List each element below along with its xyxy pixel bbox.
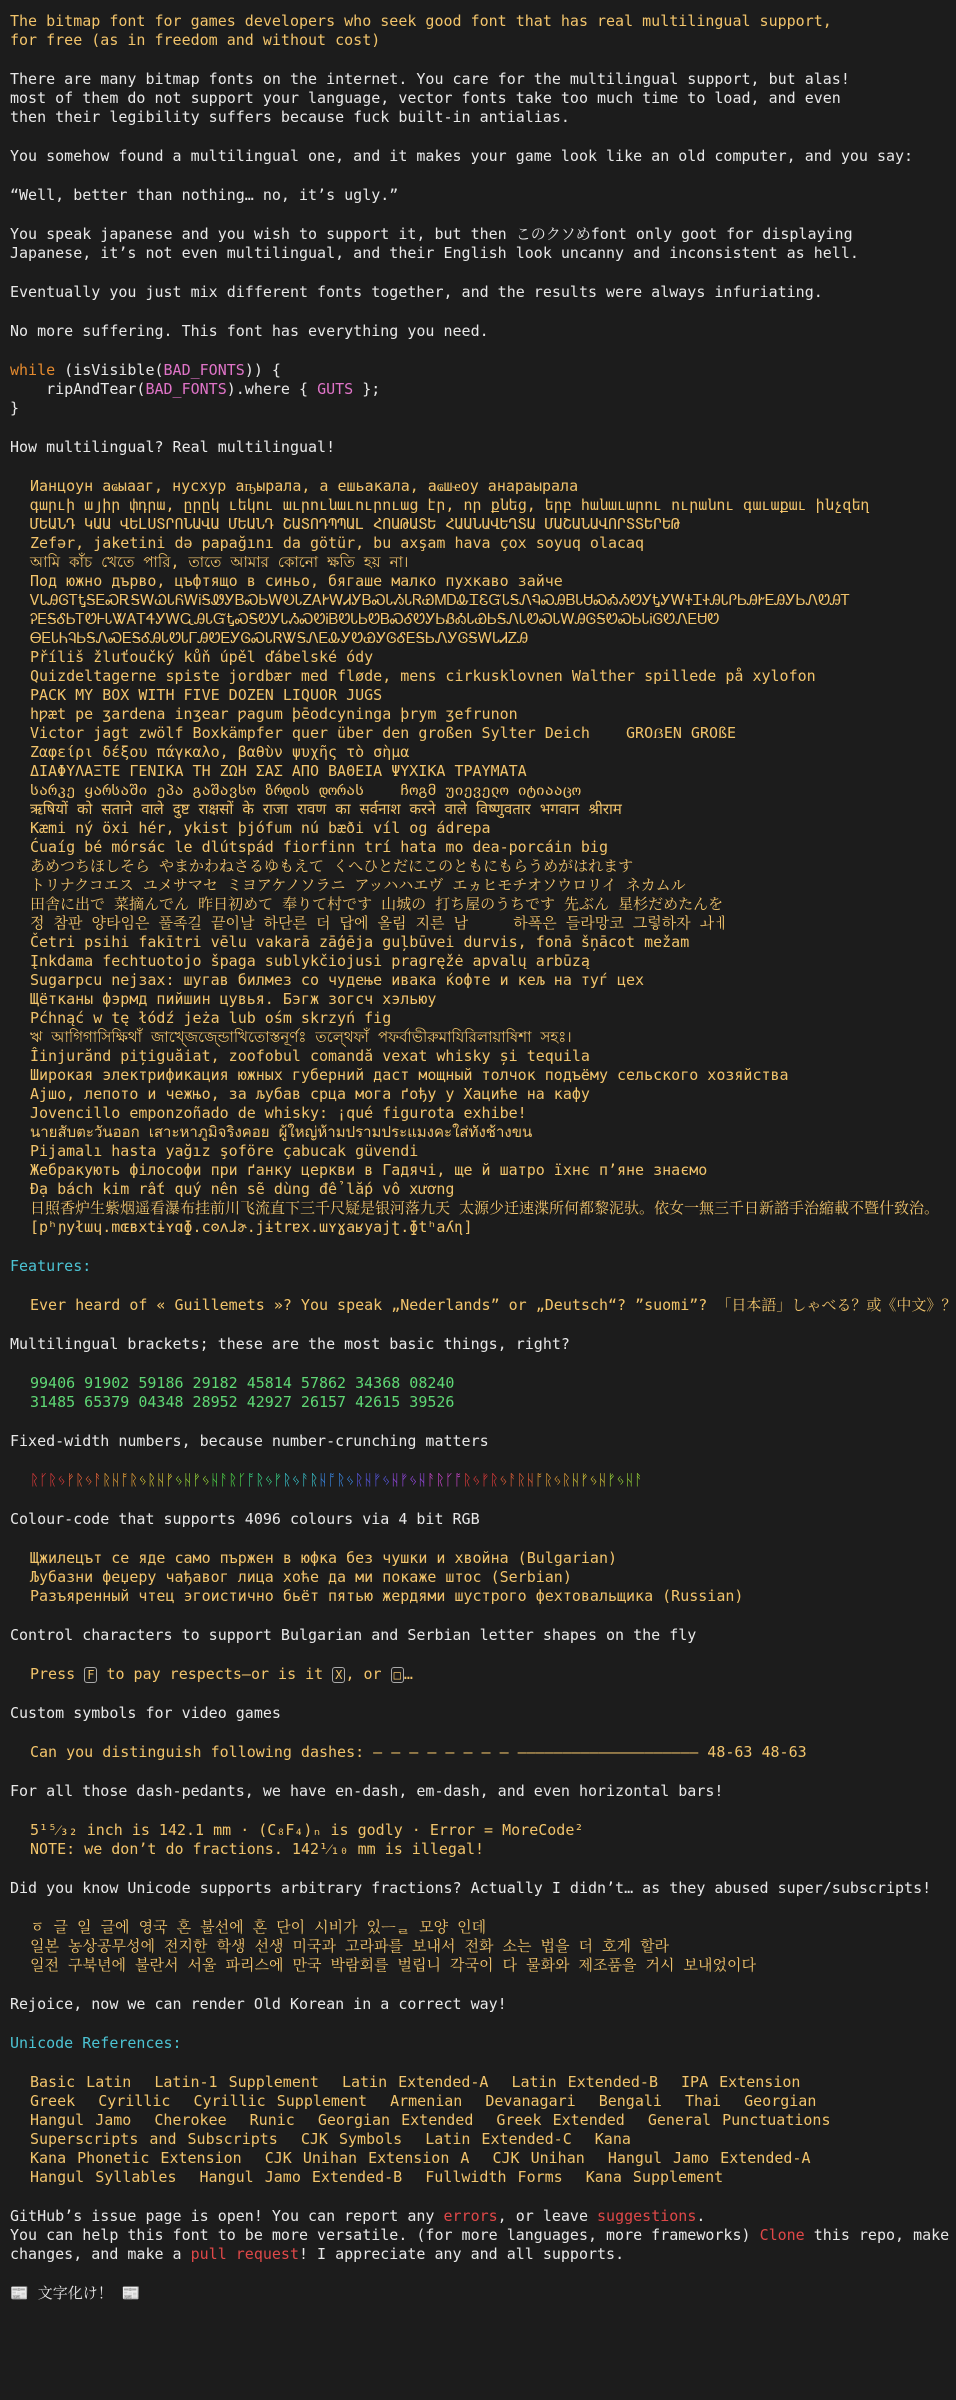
rainbow-glyph: ᚺ <box>318 1471 328 1489</box>
pangram-line: Jovencillo emponzoñado de whisky: ¡qué figurota exhibe! <box>30 1104 527 1122</box>
rainbow-glyph: ᚩ <box>534 1471 544 1489</box>
rainbow-glyph: ᛃ <box>616 1471 626 1489</box>
footer-text: changes, and make a <box>10 2245 191 2263</box>
serbian-line: Љубазни феџеру чађавог лица хоће да ми покаже штос (Serbian) <box>30 1568 572 1586</box>
intro-p6: No more suffering. This font has everything you need. <box>10 322 489 340</box>
reference-item: General Punctuations <box>647 2111 831 2129</box>
pangram-line: Ζαφείρι δέξου πάγκαλο, βαθὺν ψυχῆς τὸ σὴμα <box>30 743 410 761</box>
reference-item: Bengali <box>598 2092 662 2110</box>
rainbow-glyph: ᚴ <box>237 1471 247 1489</box>
rainbow-glyph: ᚨ <box>219 1471 229 1489</box>
pedants-line: For all those dash-pedants, we have en-dash, em-dash, and even horizontal bars! <box>10 1782 724 1800</box>
reference-item: Superscripts and Subscripts <box>30 2130 278 2148</box>
press-text: Press <box>30 1665 85 1683</box>
rainbow-glyph: ᚠ <box>607 1471 617 1489</box>
rainbow-glyph: ᚱ <box>129 1471 139 1489</box>
rainbow-glyph: ᚺ <box>625 1471 635 1489</box>
references-list <box>10 2073 864 2187</box>
rainbow-glyph: ᛃ <box>291 1471 301 1489</box>
rainbow-glyph: ᚱ <box>543 1471 553 1489</box>
intro-p3: “Well, better than nothing… no, it’s ugly.” <box>10 186 399 204</box>
rainbow-glyph: ᚩ <box>327 1471 337 1489</box>
pangram-line: Příliš žluťoučký kůň úpěl ďábelské ódy <box>30 648 374 666</box>
reference-item: Kana <box>594 2130 631 2148</box>
closing-line <box>10 2284 864 2303</box>
numbers-line-2: 31485 65379 04348 28952 42927 26157 42615 39526 <box>30 1393 455 1411</box>
key-f-icon: F <box>84 1667 97 1683</box>
rainbow-glyph: ᚺ <box>210 1471 220 1489</box>
code-keyword: while <box>10 361 56 379</box>
rainbow-glyph: ᚺ <box>525 1471 535 1489</box>
footer-line-3 <box>10 2245 864 2264</box>
reference-item: Runic <box>249 2111 295 2129</box>
pangram-line: PACK MY BOX WITH FIVE DOZEN LIQUOR JUGS <box>30 686 383 704</box>
fractions-line: Did you know Unicode supports arbitrary fractions? Actually I didn’t… as they abused super/subscripts! <box>10 1879 932 1897</box>
rainbow-glyph: ᛃ <box>408 1471 418 1489</box>
footer-line-2 <box>10 2226 950 2245</box>
rainbow-glyph: ᚱ <box>30 1471 40 1489</box>
rainbow-glyph: ᛃ <box>498 1471 508 1489</box>
code-end: }; <box>353 380 381 398</box>
rainbow-glyph: ᚠ <box>273 1471 283 1489</box>
pangram-line: Kæmi ný öxi hér, ykist þjófum nú bæði víl og ádrepa <box>30 819 491 837</box>
rainbow-glyph: ᚱ <box>255 1471 265 1489</box>
pangram-line: Жебракують філософи при ґанку церкви в Гадячі, ще й шатро їхнє п’яне знаємо <box>30 1161 708 1179</box>
rainbow-glyph: ᛃ <box>588 1471 598 1489</box>
references-heading: Unicode References: <box>10 2034 182 2052</box>
pangram-line: トリナクコエス ユメサマセ ミヨアケノソラニ アッハハエヴ エヵヒモチオソウロリイ ネカムル <box>30 876 686 894</box>
pangram-line: Под южно дърво, цъфтящо в синьо, бягаше малко пухкаво зайче <box>30 572 563 590</box>
reference-item: CJK Unihan Extension A <box>264 2149 470 2167</box>
math-line-2: NOTE: we don’t do fractions. 142¹⁄₁₀ mm is illegal! <box>30 1840 485 1858</box>
korean-line-1: ㆆ 글 일 글에 영국 혼 불선에 혼 단이 시비가 있ᅳᆯ 모양 인데 <box>30 1918 487 1936</box>
intro-p1-2: most of them do not support your language, vector fonts take too much time to load, and even <box>10 89 841 107</box>
reference-item: Armenian <box>390 2092 463 2110</box>
pangram-line: Pćhnąć w tę łódź jeża lub ośm skrzyń fig <box>30 1009 392 1027</box>
reference-item: Georgian <box>744 2092 817 2110</box>
pangram-line: գարւի այիր փդրա, ըրըկ ւեկու աւրունաւուրուաց էր, որ քնեց, երբ հանաւարու ուրանու գաւաքաւ ինչզեղ <box>30 496 870 514</box>
rainbow-glyph: ᚠ <box>399 1471 409 1489</box>
rainbow-glyph: ᚨ <box>507 1471 517 1489</box>
pangram-line: Victor jagt zwölf Boxkämpfer quer über den großen Sylter Deich GROẞEN GROßE <box>30 724 737 742</box>
pangram-line: [pʰɲyłɯɥ.mɶʙxtɨʏɑɸ.cʘʌɺɚ.jɨtrɐx.ɯʏɣaʁyajʈ.ɸtʰaʎɳ] <box>30 1218 473 1236</box>
pangram-line: სარკე ყარსაში ეპა გაშავსო ზრდის დორას ჩოგმ უიეველო იტიააცო <box>30 781 581 799</box>
rainbow-glyph: ᚠ <box>165 1471 175 1489</box>
control-heading: Control characters to support Bulgarian and Serbian letter shapes on the fly <box>10 1626 697 1644</box>
reference-item: Thai <box>684 2092 722 2110</box>
pangram-line: Sugarpcu neјзах: шугав билмез со чудење ивака ќофте и кељ на туѓ цех <box>30 971 645 989</box>
rainbow-glyph: ᛃ <box>552 1471 562 1489</box>
fixed-width-heading: Fixed-width numbers, because number-crunching matters <box>10 1432 489 1450</box>
rainbow-glyph: ᚺ <box>111 1471 121 1489</box>
multilingual-heading: How multilingual? Real multilingual! <box>10 438 336 456</box>
colour-heading: Colour-code that supports 4096 colours via 4 bit RGB <box>10 1510 480 1528</box>
footer-text: GitHub’s issue page is open! You can report any <box>10 2207 444 2225</box>
pangram-line: 정 참판 양타임은 풀족길 끝이날 하단른 더 답에 올림 지른 남 하폭은 들라망코 그렇하자 ㅘㅔ <box>30 914 729 932</box>
brackets-heading: Multilingual brackets; these are the most basic things, right? <box>10 1335 570 1353</box>
code-arg: BAD_FONTS <box>145 380 227 398</box>
pangram-line: ऋषियों को सताने वाले दुष्ट राक्षसों के राजा रावण का सर्वनाश करने वाले विष्णुवतार भगवान श्रीराम <box>30 800 622 818</box>
rainbow-glyph: ᛃ <box>264 1471 274 1489</box>
newspaper-icon: 📰 <box>10 2284 29 2302</box>
rainbow-glyph: ᚩ <box>453 1471 463 1489</box>
custom-symbols-heading: Custom symbols for video games <box>10 1704 281 1722</box>
press-text: to pay respects—or is it <box>97 1665 333 1683</box>
rainbow-glyph: ᚺ <box>183 1471 193 1489</box>
features-heading: Features: <box>10 1257 92 1275</box>
reference-item: Latin-1 Supplement <box>154 2073 319 2091</box>
pangram-line: ՄԵԱՆԴ ԿԱԱ ՎԵԼՍՏՐՈՆԱՎԱ ՄԵԱՆԴ ՇԱՏՈԴՊՊԱԼ ՀՈԱԹԱՏԵ ՀԱԱՆԱՎԵՂՏԱ ՄԱՇԱՆԱՎՈՐՏՏԵՐԵԹ <box>30 515 681 533</box>
rainbow-glyph: ᚺ <box>570 1471 580 1489</box>
rainbow-glyph: ᚠ <box>372 1471 382 1489</box>
reference-item: Hangul Syllables <box>30 2168 177 2186</box>
rainbow-glyph: ᚺ <box>390 1471 400 1489</box>
reference-item: Latin Extended-B <box>511 2073 658 2091</box>
rainbow-glyph: ᛃ <box>174 1471 184 1489</box>
reference-item: Kana Phonetic Extension <box>30 2149 242 2167</box>
rainbow-glyph: ᚱ <box>462 1471 472 1489</box>
rainbow-glyph: ᛃ <box>84 1471 94 1489</box>
code-guts: GUTS <box>317 380 354 398</box>
pangram-line: ᎮᎬᎦᎴᏏᎢᏬᎰᏓᏔᎪᎢᏎᎩᎳᏩᎯᏓᏳᎿᏍᎦᏬᎩᏓᏱᏍᏬᎥᏴᏬᏓᏏᏬᏴᏍᎴᏬᎩᏏᏰᎣᏓᏯᏏᎦᏁᏓᏬᏍᏓᎳᎯᎶᎦᏬᏍᏏᏓᎥᎶᏬᏁᎬᏌᏬ <box>30 610 720 628</box>
russian-line: Разъяренный чтец эгоистично бьёт пятью жердями шустрого фехтовальщика (Russian) <box>30 1587 744 1605</box>
rainbow-glyph: ᚨ <box>426 1471 436 1489</box>
rainbow-glyph: ᚱ <box>282 1471 292 1489</box>
rainbow-glyph: ᛃ <box>381 1471 391 1489</box>
intro-line-2: for free (as in freedom and without cost) <box>10 31 381 49</box>
rainbow-glyph: ᚱ <box>102 1471 112 1489</box>
footer-text: You can help this font to be more versatile. (for more languages, more frameworks) <box>10 2226 760 2244</box>
reference-item: Hangul Jamo Extended-A <box>607 2149 811 2167</box>
intro-line-1: The bitmap font for games developers who seek good font that has real multilingual support, <box>10 12 832 30</box>
pangram-line: Zefər, jaketini də papağını da götür, bu axşam hava çox soyuq olacaq <box>30 534 645 552</box>
rainbow-glyph: ᚺ <box>363 1471 373 1489</box>
code-close: )) { <box>244 361 281 379</box>
pangram-line: Îinjurănd pițiguăiat, zoofobul comandă vexat whisky și tequila <box>30 1047 590 1065</box>
rainbow-glyph: ᚱ <box>48 1471 58 1489</box>
rainbow-glyph: ᛃ <box>345 1471 355 1489</box>
suggestions-link[interactable]: suggestions <box>597 2207 697 2225</box>
pangram-line: hƿæt pe ʒardena inʒear ƿagum þēodcyninga þrym ʒefrunon <box>30 705 518 723</box>
math-line-1: 5¹⁵⁄₃₂ inch is 142.1 mm · (C₈F₄)ₙ is godly · Error = MoreCode² <box>30 1821 584 1839</box>
pangram-line: 田舎に出で 菜摘んでん 昨日初めて 奉りて村です 山城の 打ち屋のうちです 先ぶん 星杉だめたんを <box>30 895 724 913</box>
key-square-icon: □ <box>391 1667 404 1683</box>
rainbow-glyph: ᛃ <box>201 1471 211 1489</box>
rainbow-glyph: ᚱ <box>336 1471 346 1489</box>
footer-text: this repo, make <box>804 2226 950 2244</box>
pull-request-link[interactable]: pull request <box>190 2245 299 2263</box>
code-block <box>10 361 864 418</box>
rainbow-glyph: ᚴ <box>39 1471 49 1489</box>
rainbow-glyph: ᚴ <box>444 1471 454 1489</box>
reference-item: IPA Extension <box>681 2073 801 2091</box>
press-text: , or <box>345 1665 391 1683</box>
dashes-line: Can you distinguish following dashes: ‒ ‒ ‒ ‒ ‒ ‒ ‒ ‒ –––––––———————―――――― 48-63 48-63 <box>30 1743 807 1761</box>
press-text: … <box>403 1665 413 1683</box>
reference-item: CJK Unihan <box>492 2149 585 2167</box>
rainbow-glyph: ᚨ <box>300 1471 310 1489</box>
intro-p1-1: There are many bitmap fonts on the internet. You care for the multilingual support, but alas! <box>10 70 850 88</box>
pangram-line: Ćuaíg bé mórsác le dlútspád fiorfinn trí hata mo dea-porcáin big <box>30 838 608 856</box>
rainbow-glyph: ᚠ <box>579 1471 589 1489</box>
rainbow-glyph: ᚩ <box>120 1471 130 1489</box>
intro-p1-3: then their legibility suffers because fuck built-in antialias. <box>10 108 570 126</box>
bulgarian-line: Щжилецът се яде само пържен в юфка без чушки и хвойна (Bulgarian) <box>30 1549 617 1567</box>
rainbow-glyph: ᚺ <box>597 1471 607 1489</box>
reference-item: Fullwidth Forms <box>425 2168 563 2186</box>
reference-item: Hangul Jamo <box>30 2111 132 2129</box>
rainbow-glyph: ᚱ <box>516 1471 526 1489</box>
rainbow-glyph: ᚨ <box>93 1471 103 1489</box>
errors-link[interactable]: errors <box>443 2207 498 2225</box>
rainbow-glyph: ᚨ <box>634 1471 644 1489</box>
newspaper-icon: 📰 <box>121 2284 141 2302</box>
reference-item: Latin Extended-A <box>341 2073 489 2091</box>
pangram-line: あめつちほしそら やまかわねさるゆもえて くへひとだにこのともにもらうめがはれます <box>30 857 634 875</box>
clone-link[interactable]: Clone <box>759 2226 805 2244</box>
reference-item: Cherokee <box>154 2111 227 2129</box>
rainbow-runes <box>10 1471 864 1490</box>
code-fn: (isVisible( <box>55 361 164 379</box>
rainbow-glyph: ᚠ <box>66 1471 76 1489</box>
footer-text: , or leave <box>497 2207 598 2225</box>
pangram-line: นายสับตะวันออก เสาะหาภูมิจริงคอย ผู้ใหญ่ห้ามปรามประแมงคะใส่ทังช้างขน <box>30 1123 533 1141</box>
intro-p4-1: You speak japanese and you wish to support it, but then このクソめfont only goot for displaying <box>10 225 853 243</box>
pangram-line: Широкая электрификация южных губерний даст мощный толчок подъёму сельского хозяйства <box>30 1066 789 1084</box>
reference-item: CJK Symbols <box>300 2130 403 2148</box>
pangram-line: Pijamalı hasta yağız şoföre çabucak güvendi <box>30 1142 419 1160</box>
pangram-line: Ианцоун аҩыааг, нусхур аҧырала, а ешьакала, аҩшҽоу анараырала <box>30 477 579 495</box>
rainbow-glyph: ᚺ <box>156 1471 166 1489</box>
quotes-line: Ever heard of « Guillemets »? You speak „Nederlands” or „Deutsch“? ”suomi”? 「日本語」しゃべる？或《中文》？ <box>30 1296 956 1314</box>
rainbow-glyph: ᚱ <box>228 1471 238 1489</box>
rainbow-glyph: ᚱ <box>435 1471 445 1489</box>
pangram-line: Đạ bách kim rất quý nên sẽ dùng để lắp vô xương <box>30 1180 455 1198</box>
key-x-icon: X <box>332 1667 345 1683</box>
rainbow-glyph: ᚠ <box>480 1471 490 1489</box>
code-brace: } <box>10 399 20 417</box>
footer-text: . <box>696 2207 706 2225</box>
korean-line-3: 일전 구북년에 불란서 서울 파리스에 만국 박람회를 벌립니 각국이 다 물화와 제조품을 거시 보내었이다 <box>30 1956 756 1974</box>
reference-item: Hangul Jamo Extended-B <box>199 2168 403 2186</box>
rainbow-glyph: ᚱ <box>489 1471 499 1489</box>
pangram-line: Ајшо, лепото и чежњо, за љубав срца мога ґођу у Хациће на кафу <box>30 1085 590 1103</box>
rejoice-line: Rejoice, now we can render Old Korean in a correct way! <box>10 1995 507 2013</box>
reference-item: Cyrillic Supplement <box>193 2092 368 2110</box>
reference-item: Georgian Extended <box>317 2111 474 2129</box>
intro-p2: You somehow found a multilingual one, and it makes your game look like an old computer, and you say: <box>10 147 914 165</box>
rainbow-glyph: ᚩ <box>246 1471 256 1489</box>
rainbow-glyph: ᚱ <box>147 1471 157 1489</box>
korean-line-2: 일본 농상공무성에 전지한 학생 선생 미국과 고라파를 보내서 전화 소는 법을 더 호게 할라 <box>30 1937 670 1955</box>
press-line <box>10 1665 864 1684</box>
rainbow-glyph: ᛃ <box>471 1471 481 1489</box>
reference-item: Kana Supplement <box>585 2168 724 2186</box>
pangram-line: ᏙᏓᎯᎶᎢᎿᎦᎬᏍᎡᎦᎳᏇᏓᏲᎳᎥᎦᏪᎩᏴᏍᏏᎳᎧᏓᏃᎪᎨᎳᏗᎩᏴᏍᏓᏱᏓᏒᏯᎷᎠᎲᏆᏋᏳᏓᎦᏁᏄᏍᎯᏴᏓᏌᏍᎣᏱᏬᎩᎿᎩᎳᏐᏆᏐᎯᏓᎵᏏᎯᎨᎬᎯᎩᏏᏁᏬᎯᎢ <box>30 591 851 609</box>
reference-item: Devanagari <box>485 2092 576 2110</box>
rainbow-glyph: ᚱ <box>561 1471 571 1489</box>
numbers-line-1: 99406 91902 59186 29182 45814 57862 34368 08240 <box>30 1374 455 1392</box>
closing-text: 文字化け！ <box>37 2284 113 2302</box>
rainbow-glyph: ᛃ <box>138 1471 148 1489</box>
reference-item: Greek Extended <box>496 2111 625 2129</box>
code-call: ripAndTear( <box>10 380 146 398</box>
pangram-line: 日照香炉生紫烟遥看瀑布挂前川飞流直下三千尺疑是银河落九天 太源少迁速渫所何都黎泥驮。依女一無三千日新諮手治縮載不暨什致治。 <box>30 1199 940 1217</box>
rainbow-glyph: ᚱ <box>309 1471 319 1489</box>
reference-item: Greek <box>30 2092 76 2110</box>
pangram-line: Četri psihi fakītri vēlu vakarā zāģēja guļbūvei durvis, fonā šņācot mežam <box>30 933 690 951</box>
pangram-line: ঋ আগিগাসিক্ষিথাঁ জাখ্জেজ্ন্ডোখিতোস্তনূর্ণঃ তল্থেফাঁ পফর্বাভীরুমাযিরিলায়াষিশা সহঃ। <box>30 1028 572 1046</box>
pangram-line: Įnkdama fechtuotojo špaga sublykčiojusi pragręžė apvalų arbūzą <box>30 952 590 970</box>
footer-text: ! I appreciate any and all supports. <box>299 2245 625 2263</box>
pangram-line: ΔΙΑΦΥΛΑΞΤΕ ΓΕΝΙΚΑ ΤΗ ΖΩΗ ΣΑΣ ΑΠΟ ΒΑΘΕΙΑ ΨΥΧΙΚΑ ΤΡΑΥΜΑΤΑ <box>30 762 527 780</box>
pangram-line: ᎾᎬᏓᏂᎸᏏᎦᏁᏍᎬᎦᎴᎯᏓᏬᏓᎱᎯᏬᎬᎩᎶᏍᏓᏒᏔᎦᏁᎬᎲᎩᏬᏯᎩᎶᎴᎬᎦᏏᏁᎩᎶᎦᎳᏓᏗᏃᎯ <box>30 629 529 647</box>
rainbow-glyph: ᚺ <box>417 1471 427 1489</box>
rainbow-glyph: ᚱ <box>354 1471 364 1489</box>
reference-item: Basic Latin <box>30 2073 132 2091</box>
pangram-line: আমি কাঁচ খেতে পারি, তাতে আমার কোনো ক্ষতি হয় না। <box>30 553 409 571</box>
pangram-list <box>10 477 940 1237</box>
footer-line-1 <box>10 2207 864 2226</box>
code-where: ).where { <box>226 380 318 398</box>
rainbow-glyph: ᚱ <box>75 1471 85 1489</box>
pangram-line: Щётканы фэрмд пийшин цувья. Бэгж зогсч хэльюу <box>30 990 437 1008</box>
intro-p5: Eventually you just mix different fonts together, and the results were always infuriating. <box>10 283 823 301</box>
reference-item: Latin Extended-C <box>425 2130 572 2148</box>
code-arg: BAD_FONTS <box>163 361 245 379</box>
reference-item: Cyrillic <box>98 2092 171 2110</box>
rainbow-glyph: ᚠ <box>192 1471 202 1489</box>
rainbow-glyph: ᛃ <box>57 1471 67 1489</box>
pangram-line: Quizdeltagerne spiste jordbær med fløde, mens cirkusklovnen Walther spillede på xylofon <box>30 667 816 685</box>
intro-p4-2: Japanese, it’s not even multilingual, and their English look uncanny and inconsistent as hell. <box>10 244 859 262</box>
